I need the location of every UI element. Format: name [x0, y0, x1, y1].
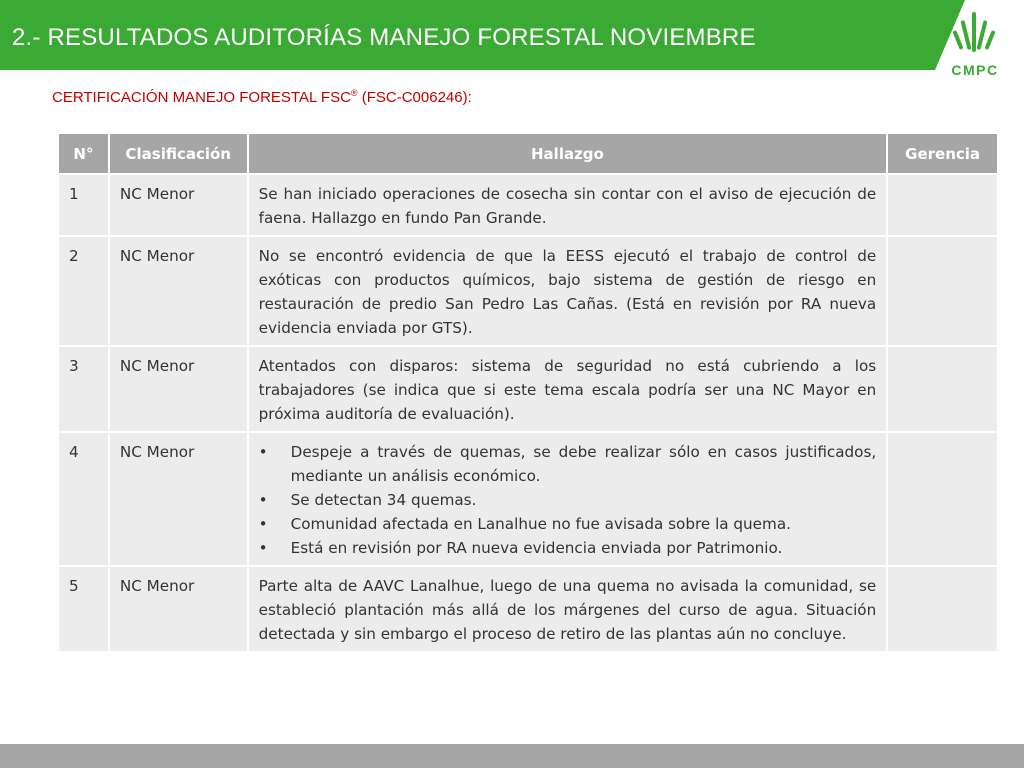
subtitle-suffix: : — [467, 89, 472, 106]
cell-num: 3 — [59, 347, 108, 431]
cell-clasificacion: NC Menor — [110, 433, 247, 565]
header-clasificacion: Clasificación — [110, 134, 247, 173]
cell-gerencia — [888, 433, 997, 565]
table-header-row — [59, 134, 997, 173]
cell-num: 5 — [59, 567, 108, 651]
bullet-list — [259, 440, 877, 560]
subtitle-code: (FSC-C006246) — [357, 89, 468, 106]
page-title: 2.- RESULTADOS AUDITORÍAS MANEJO FORESTAL NOVIEMBRE — [12, 24, 756, 51]
header-num: N° — [59, 134, 108, 173]
cell-num: 1 — [59, 175, 108, 235]
cell-hallazgo: Atentados con disparos: sistema de seguridad no está cubriendo a los trabajadores (se indica que si este tema escala podría ser una NC Mayor en próxima auditoría de evaluación). — [249, 347, 887, 431]
cmpc-tree-logo-icon — [945, 8, 1005, 62]
cell-clasificacion: NC Menor — [110, 175, 247, 235]
header-hallazgo: Hallazgo — [249, 134, 887, 173]
section-subtitle — [52, 88, 472, 106]
header-bar — [0, 0, 1024, 70]
bullet-text: Está en revisión por RA nueva evidencia enviada por Patrimonio. — [290, 539, 783, 557]
list-item — [259, 536, 877, 560]
header-gerencia: Gerencia — [888, 134, 997, 173]
bullet-text: Se detectan 34 quemas. — [290, 491, 477, 509]
footer-bar — [0, 744, 1024, 768]
subtitle-text: CERTIFICACIÓN MANEJO FORESTAL FSC — [52, 89, 351, 106]
cell-gerencia — [888, 567, 997, 651]
table-row — [59, 175, 997, 235]
cell-gerencia — [888, 347, 997, 431]
cell-hallazgo: Se han iniciado operaciones de cosecha sin contar con el aviso de ejecución de faena. Hallazgo en fundo Pan Grande. — [249, 175, 887, 235]
cell-num: 2 — [59, 237, 108, 345]
cell-gerencia — [888, 175, 997, 235]
cell-hallazgo: Parte alta de AAVC Lanalhue, luego de una quema no avisada la comunidad, se estableció plantación más allá de los márgenes del curso de agua. Situación detectada y sin embargo el proceso de retiro de las plantas aún no concluye. — [249, 567, 887, 651]
list-item — [259, 440, 877, 488]
findings-table — [57, 132, 999, 653]
cell-hallazgo — [249, 433, 887, 565]
cell-num: 4 — [59, 433, 108, 565]
table-row — [59, 237, 997, 345]
cmpc-logo — [945, 8, 1015, 80]
list-item — [259, 512, 877, 536]
table-row — [59, 433, 997, 565]
cell-clasificacion: NC Menor — [110, 237, 247, 345]
bullet-icon: • — [258, 539, 268, 557]
bullet-icon: • — [258, 491, 268, 509]
list-item — [259, 488, 877, 512]
bullet-icon: • — [258, 443, 268, 461]
cell-hallazgo: No se encontró evidencia de que la EESS ejecutó el trabajo de control de exóticas con productos químicos, bajo sistema de gestión de riesgo en restauración de predio San Pedro Las Cañas. (Está en revisión por RA nueva evidencia enviada por GTS). — [249, 237, 887, 345]
table-row — [59, 347, 997, 431]
cell-gerencia — [888, 237, 997, 345]
registered-mark: ® — [350, 88, 358, 98]
bullet-text: Despeje a través de quemas, se debe realizar sólo en casos justificados, mediante un análisis económico. — [290, 443, 877, 485]
cell-clasificacion: NC Menor — [110, 567, 247, 651]
table-row — [59, 567, 997, 651]
logo-text: CMPC — [951, 62, 999, 78]
bullet-icon: • — [258, 515, 268, 533]
bullet-text: Comunidad afectada en Lanalhue no fue avisada sobre la quema. — [290, 515, 791, 533]
cell-clasificacion: NC Menor — [110, 347, 247, 431]
